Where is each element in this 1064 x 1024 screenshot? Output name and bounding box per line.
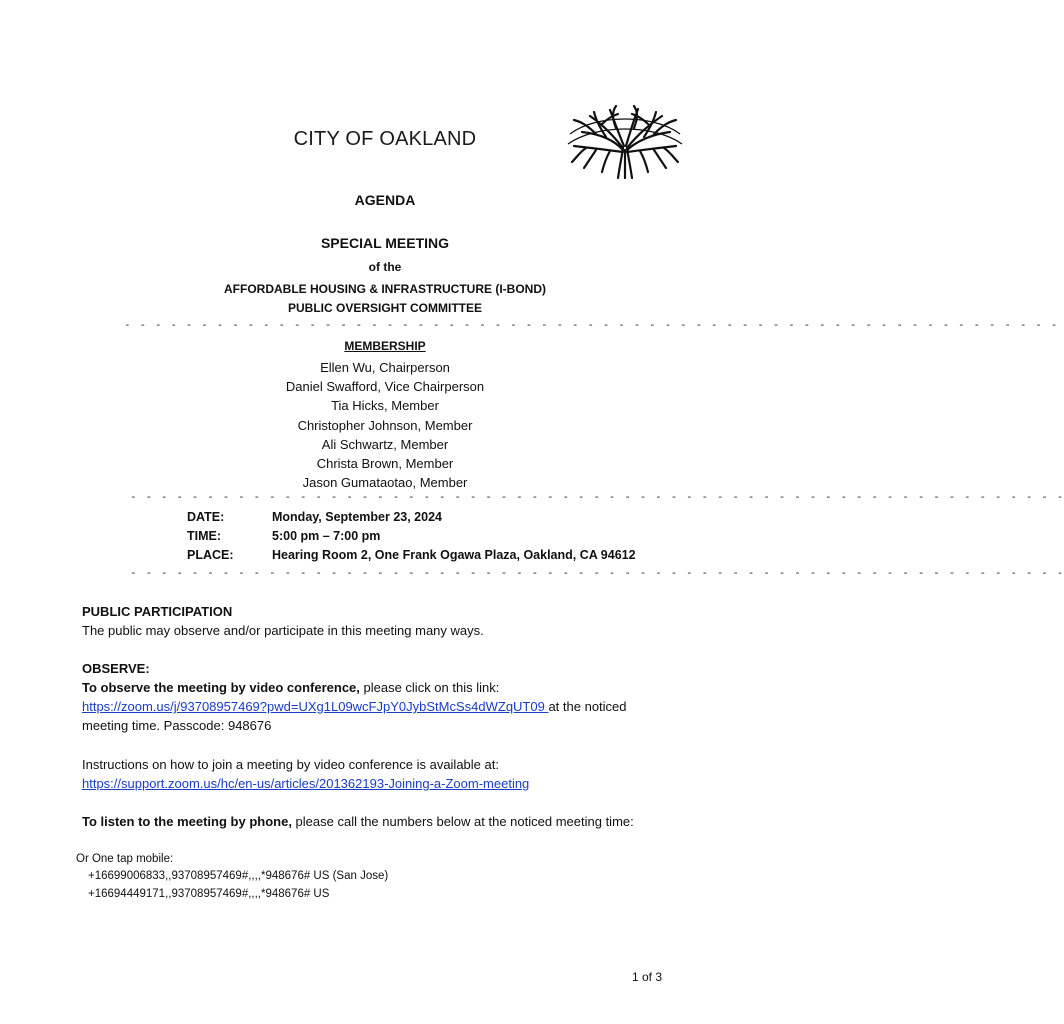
- phone-lead: To listen to the meeting by phone,: [82, 814, 292, 829]
- zoom-link-suffix: at the noticed: [548, 699, 627, 714]
- member-item: Christopher Johnson, Member: [297, 417, 473, 433]
- member-item: Tia Hicks, Member: [331, 398, 439, 414]
- instructions-link-line: [82, 774, 682, 794]
- phone-instruction: [82, 812, 682, 832]
- observe-video-instruction: [82, 678, 682, 698]
- zoom-support-link[interactable]: https://support.zoom.us/hc/en-us/articles/201362193-Joining-a-Zoom-meeting: [82, 776, 530, 791]
- one-tap-label: Or One tap mobile:: [76, 853, 174, 865]
- observe-heading: OBSERVE:: [82, 661, 150, 676]
- phone-rest: please call the numbers below at the noticed meeting time:: [291, 814, 634, 829]
- time-value: 5:00 pm – 7:00 pm: [272, 529, 381, 543]
- zoom-link-line: [82, 697, 682, 717]
- oak-tree-icon: [566, 104, 684, 182]
- phone-number: +16694449171,,93708957469#,,,,*948676# US: [88, 888, 330, 900]
- city-title: CITY OF OAKLAND: [293, 128, 477, 150]
- committee-name-line2: PUBLIC OVERSIGHT COMMITTEE: [287, 301, 482, 315]
- member-item: Daniel Swafford, Vice Chairperson: [285, 379, 485, 395]
- observe-video-lead: To observe the meeting by video conference,: [82, 680, 360, 695]
- member-item: Ali Schwartz, Member: [321, 436, 449, 452]
- separator-line: - - - - - - - - - - - - - - - - - - - - - - - - - - - - - - - - - - - - - - - - - - - - - - - - - - - - - - - - - - - - -: [130, 490, 1064, 503]
- separator-line: - - - - - - - - - - - - - - - - - - - - - - - - - - - - - - - - - - - - - - - - - - - - - - - - - - - - - - - - - - - - -: [124, 318, 1059, 331]
- member-item: Ellen Wu, Chairperson: [320, 360, 450, 375]
- page-number: 1 of 3: [632, 970, 663, 984]
- date-value: Monday, September 23, 2024: [272, 510, 442, 524]
- meeting-type: SPECIAL MEETING: [320, 235, 450, 251]
- passcode-text: meeting time. Passcode: 948676: [82, 718, 272, 733]
- instructions-text: Instructions on how to join a meeting by video conference is available at:: [82, 757, 499, 772]
- public-participation-heading: PUBLIC PARTICIPATION: [82, 604, 233, 619]
- place-value: Hearing Room 2, One Frank Ogawa Plaza, Oakland, CA 94612: [272, 548, 636, 562]
- member-list: [0, 358, 770, 492]
- agenda-heading: AGENDA: [354, 192, 416, 208]
- date-label: DATE:: [187, 510, 225, 524]
- time-label: TIME:: [187, 529, 222, 543]
- committee-name-line1: AFFORDABLE HOUSING & INFRASTRUCTURE (I-BOND): [224, 282, 546, 296]
- of-the-text: of the: [368, 260, 402, 274]
- member-item: Christa Brown, Member: [316, 455, 454, 471]
- phone-number: +16699006833,,93708957469#,,,,*948676# US (San Jose): [88, 870, 389, 882]
- zoom-meeting-link[interactable]: https://zoom.us/j/93708957469?pwd=UXg1L09wcFJpY0JybStMcSs4dWZqUT09: [82, 699, 549, 714]
- membership-heading: MEMBERSHIP: [344, 339, 426, 353]
- observe-video-rest: please click on this link:: [359, 680, 500, 695]
- member-item: Jason Gumataotao, Member: [302, 475, 468, 491]
- place-label: PLACE:: [187, 548, 234, 562]
- separator-line: - - - - - - - - - - - - - - - - - - - - - - - - - - - - - - - - - - - - - - - - - - - - - - - - - - - - - - - - - - - - -: [130, 566, 1064, 579]
- public-participation-text: The public may observe and/or participate in this meeting many ways.: [82, 623, 484, 638]
